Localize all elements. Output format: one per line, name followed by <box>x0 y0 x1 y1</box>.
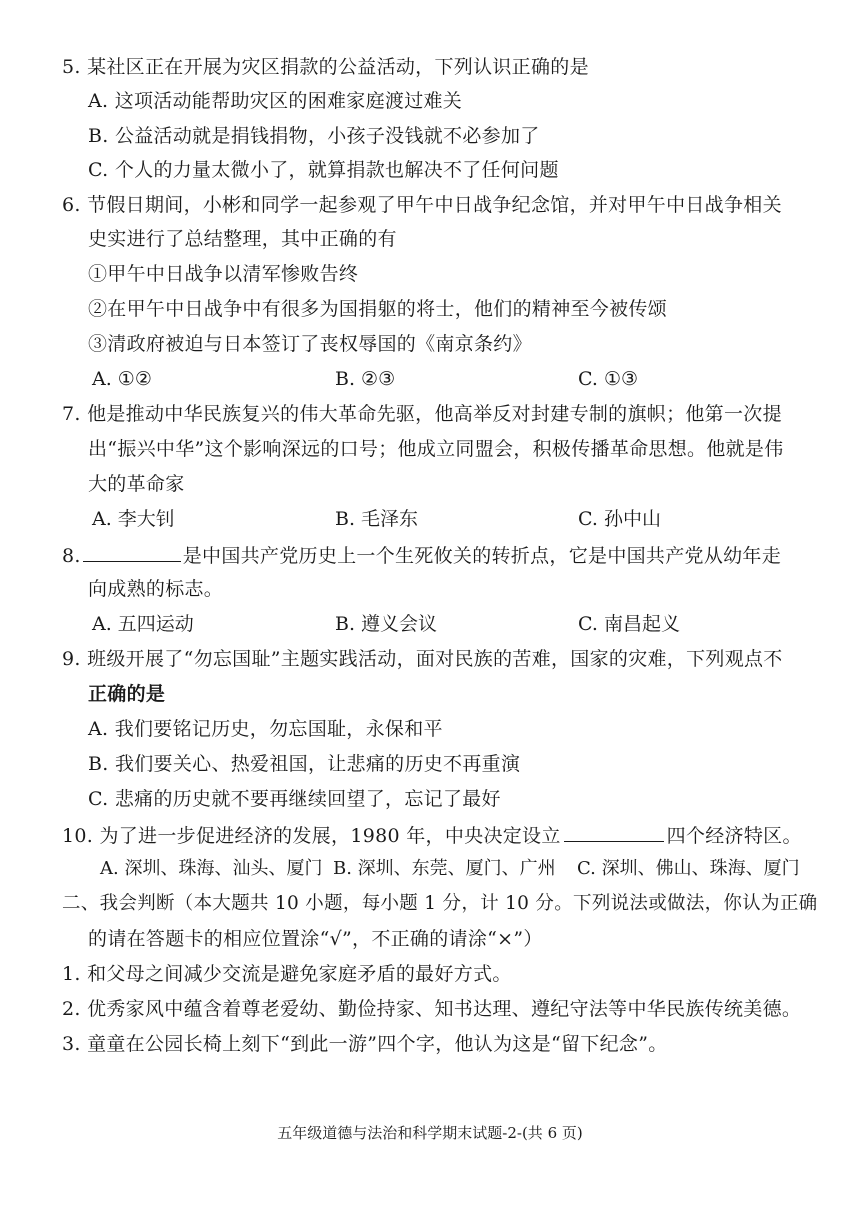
q5-option-b: B. 公益活动就是捐钱捐物，小孩子没钱就不必参加了 <box>88 125 540 147</box>
section2-heading-line1: 二、我会判断（本大题共 10 小题，每小题 1 分，计 10 分。下列说法或做法，你认为正确 <box>62 893 818 914</box>
judge-item-3: 3. 童童在公园长椅上刻下“到此一游”四个字，他认为这是“留下纪念”。 <box>62 1033 668 1055</box>
q5-option-a: A. 这项活动能帮助灾区的困难家庭渡过难关 <box>88 90 463 112</box>
q5-stem: 5. 某社区正在开展为灾区捐款的公益活动，下列认识正确的是 <box>62 56 589 78</box>
q8-option-b: B. 遵义会议 <box>335 613 438 635</box>
q7-option-c: C. 孙中山 <box>578 508 661 530</box>
q8-stem-line1 <box>62 541 781 569</box>
q6-statement-3: ③清政府被迫与日本签订了丧权辱国的《南京条约》 <box>88 333 532 355</box>
q9-option-b: B. 我们要关心、热爱祖国，让悲痛的历史不再重演 <box>88 753 521 775</box>
q8-stem-line2: 向成熟的标志。 <box>88 578 224 600</box>
q9-option-c: C. 悲痛的历史就不要再继续回望了，忘记了最好 <box>88 788 501 810</box>
q7-stem-line2: 出“振兴中华”这个影响深远的口号；他成立同盟会，积极传播革命思想。他就是伟 <box>88 438 784 460</box>
q6-option-c: C. ①③ <box>578 368 639 390</box>
q9-stem-line1: 9. 班级开展了“勿忘国耻”主题实践活动，面对民族的苦难，国家的灾难，下列观点不 <box>62 648 783 670</box>
q10-stem-after: 四个经济特区。 <box>666 825 802 847</box>
q10-option-b: B. 深圳、东莞、厦门、广州 <box>333 858 556 879</box>
page-footer: 五年级道德与法治和科学期末试题-2-(共 6 页) <box>277 1124 583 1142</box>
q10-stem <box>62 821 802 849</box>
q6-stem-line2: 史实进行了总结整理，其中正确的有 <box>88 228 397 250</box>
q6-stem-line1: 6. 节假日期间，小彬和同学一起参观了甲午中日战争纪念馆，并对甲午中日战争相关 <box>62 194 782 216</box>
q7-option-b: B. 毛泽东 <box>335 508 419 530</box>
q7-stem-line3: 大的革命家 <box>88 473 185 495</box>
q6-option-a: A. ①② <box>92 368 152 390</box>
q8-stem-text: 是中国共产党历史上一个生死攸关的转折点，它是中国共产党从幼年走 <box>182 545 782 567</box>
judge-item-1: 1. 和父母之间减少交流是避免家庭矛盾的最好方式。 <box>62 963 512 985</box>
q10-answer-blank <box>564 821 664 842</box>
q9-option-a: A. 我们要铭记历史，勿忘国耻，永保和平 <box>88 718 443 740</box>
q10-option-a: A. 深圳、珠海、汕头、厦门 <box>100 858 323 879</box>
q8-option-c: C. 南昌起义 <box>578 613 680 635</box>
q9-stem-line2: 正确的是 <box>88 683 166 705</box>
q6-statement-1: ①甲午中日战争以清军惨败告终 <box>88 263 359 285</box>
q8-answer-blank <box>83 541 181 562</box>
q7-option-a: A. 李大钊 <box>92 508 175 530</box>
q7-stem-line1: 7. 他是推动中华民族复兴的伟大革命先驱，他高举反对封建专制的旗帜；他第一次提 <box>62 403 782 425</box>
q10-option-c: C. 深圳、佛山、珠海、厦门 <box>577 858 800 879</box>
q6-statement-2: ②在甲午中日战争中有很多为国捐躯的将士，他们的精神至今被传颂 <box>88 298 668 320</box>
section2-heading-line2: 的请在答题卡的相应位置涂“√”，不正确的请涂“×”） <box>88 928 543 950</box>
q10-stem-before: 10. 为了进一步促进经济的发展，1980 年，中央决定设立 <box>62 825 561 847</box>
q8-number: 8. <box>62 545 81 567</box>
q6-option-b: B. ②③ <box>335 368 396 390</box>
q5-option-c: C. 个人的力量太微小了，就算捐款也解决不了任何问题 <box>88 159 559 181</box>
judge-item-2: 2. 优秀家风中蕴含着尊老爱幼、勤俭持家、知书达理、遵纪守法等中华民族传统美德。 <box>62 998 802 1020</box>
q8-option-a: A. 五四运动 <box>92 613 194 635</box>
